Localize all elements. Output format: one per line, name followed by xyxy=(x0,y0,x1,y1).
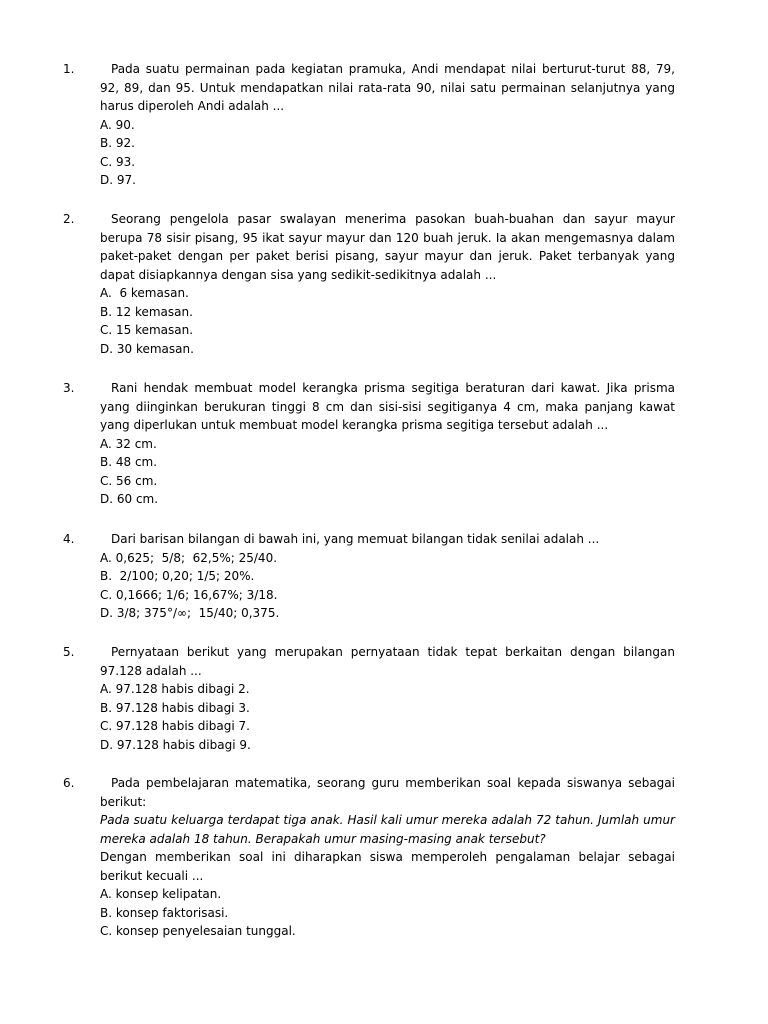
option-b: B. 92. xyxy=(100,136,135,150)
question-1 xyxy=(63,60,675,190)
option-b: B. 48 cm. xyxy=(100,455,158,469)
option-b: B. 2/100; 0,20; 1/5; 20%. xyxy=(100,569,255,583)
question-number: 6. xyxy=(63,776,75,790)
question-number: 1. xyxy=(63,62,75,76)
question-number: 2. xyxy=(63,212,75,226)
option-a: A. 0,625; 5/8; 62,5%; 25/40. xyxy=(100,550,278,565)
option-b: B. 97.128 habis dibagi 3. xyxy=(100,700,250,715)
question-5 xyxy=(63,643,675,754)
option-c: C. 0,1666; 1/6; 16,67%; 3/18. xyxy=(100,587,278,602)
option-b: B. 12 kemasan. xyxy=(100,304,193,319)
option-d: D. 97.128 habis dibagi 9. xyxy=(100,737,251,752)
question-number: 3. xyxy=(63,381,75,395)
option-c: C. 97.128 habis dibagi 7. xyxy=(100,719,250,733)
question-3 xyxy=(63,379,675,509)
question-text: Dari barisan bilangan di bawah ini, yang memuat bilangan tidak senilai adalah ... xyxy=(111,532,600,546)
question-text: Pada pembelajaran matematika, seorang guru memberikan soal kepada siswanya sebagai berikut: xyxy=(100,776,675,809)
option-d: D. 97. xyxy=(100,173,136,187)
question-number: 4. xyxy=(63,532,75,546)
question-example-text: Pada suatu keluarga terdapat tiga anak. Hasil kali umur mereka adalah 72 tahun. Jumlah umur mereka adalah 18 tahun. Berapakah umur masing-masing anak tersebut? xyxy=(100,813,675,846)
option-d: D. 30 kemasan. xyxy=(100,341,194,356)
option-c: C. konsep penyelesaian tunggal. xyxy=(100,924,296,938)
question-text: Pada suatu permainan pada kegiatan pramuka, Andi mendapat nilai berturut-turut 88, 79, 92, 89, dan 95. Untuk mendapatkan nilai rata-rata 90, nilai satu permainan selanjutnya yang harus diperoleh Andi adalah ... xyxy=(100,62,675,113)
option-d: D. 3/8; 375°/∞; 15/40; 0,375. xyxy=(100,606,280,620)
question-6 xyxy=(63,774,675,941)
option-c: C. 15 kemasan. xyxy=(100,323,194,337)
option-a: A. 97.128 habis dibagi 2. xyxy=(100,682,250,696)
option-c: C. 56 cm. xyxy=(100,473,158,488)
option-b: B. konsep faktorisasi. xyxy=(100,905,229,920)
question-text: Rani hendak membuat model kerangka prisma segitiga beraturan dari kawat. Jika prisma yang diinginkan berukuran tinggi 8 cm dan sisi-sisi segitiganya 4 cm, maka panjang kawat yang diperlukan untuk membuat model kerangka prisma segitiga tersebut adalah ... xyxy=(100,381,675,432)
question-2 xyxy=(63,210,675,358)
question-number: 5. xyxy=(63,645,75,659)
option-a: A. 90. xyxy=(100,117,135,132)
question-follow-text: Dengan memberikan soal ini diharapkan siswa memperoleh pengalaman belajar sebagai berikut kecuali ... xyxy=(100,850,675,883)
question-text: Pernyataan berikut yang merupakan pernyataan tidak tepat berkaitan dengan bilangan 97.128 adalah ... xyxy=(100,645,675,678)
question-text: Seorang pengelola pasar swalayan menerima pasokan buah-buahan dan sayur mayur berupa 78 sisir pisang, 95 ikat sayur mayur dan 120 buah jeruk. Ia akan mengemasnya dalam paket-paket dengan per paket berisi pisang, sayur mayur dan jeruk. Paket terbanyak yang dapat disiapkannya dengan sisa yang sedikit-sedikitnya adalah ... xyxy=(100,212,675,282)
option-d: D. 60 cm. xyxy=(100,492,159,506)
option-c: C. 93. xyxy=(100,154,136,169)
option-a: A. konsep kelipatan. xyxy=(100,887,222,901)
option-a: A. 32 cm. xyxy=(100,436,157,451)
question-4 xyxy=(63,530,675,623)
option-a: A. 6 kemasan. xyxy=(100,286,189,300)
